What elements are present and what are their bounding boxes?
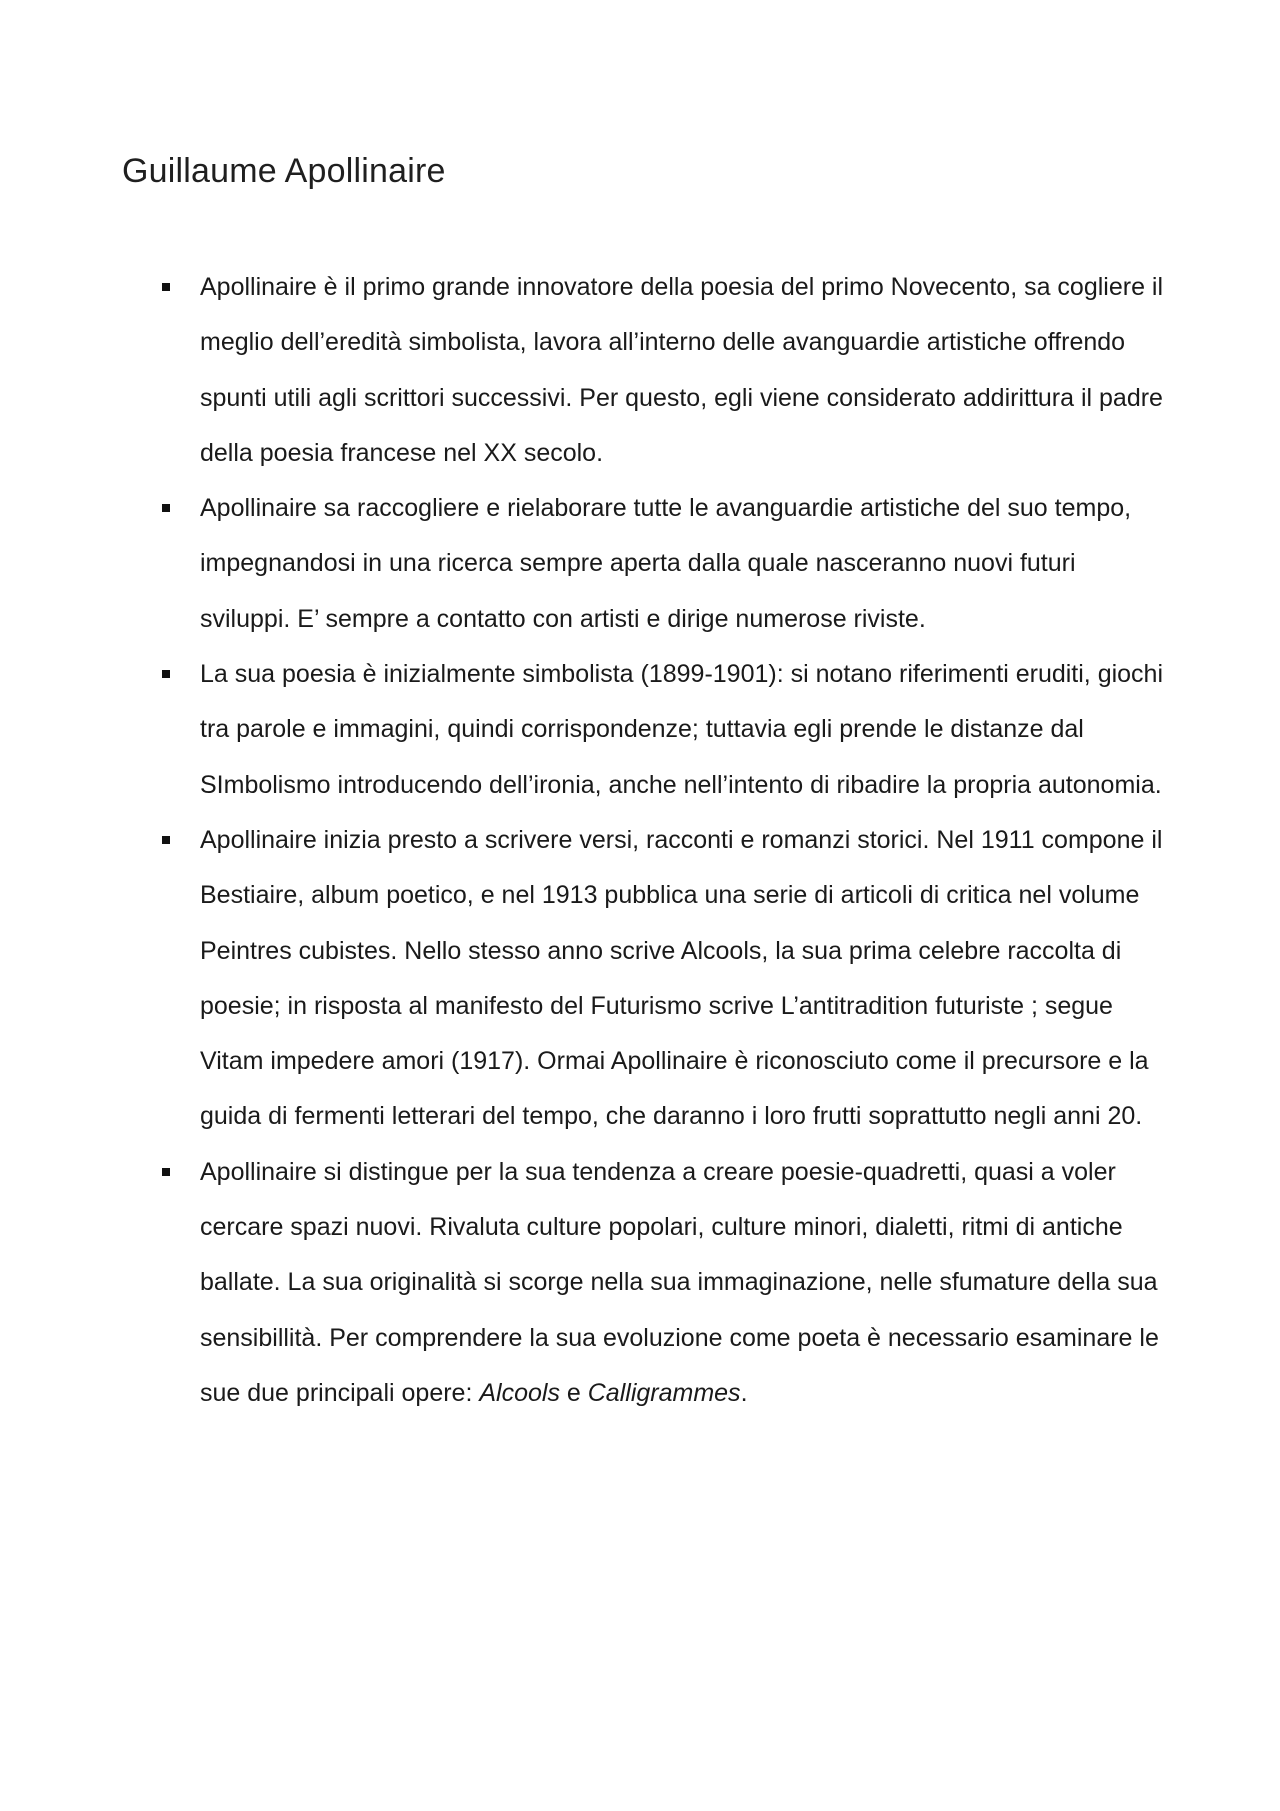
bullet-text-part: .: [740, 1378, 748, 1407]
work-title-alcools: Alcools: [479, 1378, 560, 1407]
bullet-text: Apollinaire sa raccogliere e rielaborare tutte le avanguardie artistiche del suo tempo, impegnandosi in una ricerca sempre aperta dalla quale nasceranno nuovi futuri sviluppi. E’ sempre a contatto con artisti e dirige numerose riviste.: [200, 494, 1132, 633]
bullet-text-part: e: [559, 1378, 588, 1407]
square-bullet-icon: [162, 1168, 170, 1176]
bullet-text: Apollinaire inizia presto a scrivere versi, racconti e romanzi storici. Nel 1911 compone il Bestiaire, album poetico, e nel 1913 pubblica una serie di articoli di critica nel volume Peintres cubistes. Nello stesso anno scrive Alcools, la sua prima celebre raccolta di poesie; in risposta al manifesto del Futurismo scrive L’antitradition futuriste ; segue Vitam impedere amori (1917). Ormai Apollinaire è riconosciuto come il precursore e la guida di fermenti letterari del tempo, che daranno i loro frutti soprattutto negli anni 20.: [200, 825, 1163, 1131]
square-bullet-icon: [162, 836, 170, 844]
bullet-text: La sua poesia è inizialmente simbolista (1899-1901): si notano riferimenti eruditi, giochi tra parole e immagini, quindi corrispondenze; tuttavia egli prende le distanze dal SImbolismo introducendo dell’ironia, anche nell’intento di ribadire la propria autonomia.: [200, 660, 1164, 799]
list-item: [160, 813, 1170, 1145]
list-item: [160, 647, 1170, 813]
square-bullet-icon: [162, 504, 170, 512]
bullet-text: Apollinaire è il primo grande innovatore della poesia del primo Novecento, sa cogliere il meglio dell’eredità simbolista, lavora all’interno delle avanguardie artistiche offrendo spunti utili agli scrittori successivi. Per questo, egli viene considerato addirittura il padre della poesia francese nel XX secolo.: [200, 273, 1164, 467]
document-title: Guillaume Apollinaire: [122, 152, 446, 190]
square-bullet-icon: [162, 670, 170, 678]
square-bullet-icon: [162, 283, 170, 291]
list-item: [160, 481, 1170, 647]
list-item: [160, 260, 1170, 481]
bullet-text-part: Apollinaire si distingue per la sua tendenza a creare poesie-quadretti, quasi a voler cercare spazi nuovi. Rivaluta culture popolari, culture minori, dialetti, ritmi di antiche ballate. La sua originalità si scorge nella sua immaginazione, nelle sfumature della sua sensibillità. Per comprendere la sua evoluzione come poeta è necessario esaminare le sue due principali opere:: [200, 1157, 1159, 1407]
bullet-list: [160, 260, 1170, 1421]
work-title-calligrammes: Calligrammes: [587, 1378, 741, 1407]
bullet-text: [200, 1158, 1159, 1407]
list-item: [160, 1145, 1170, 1421]
